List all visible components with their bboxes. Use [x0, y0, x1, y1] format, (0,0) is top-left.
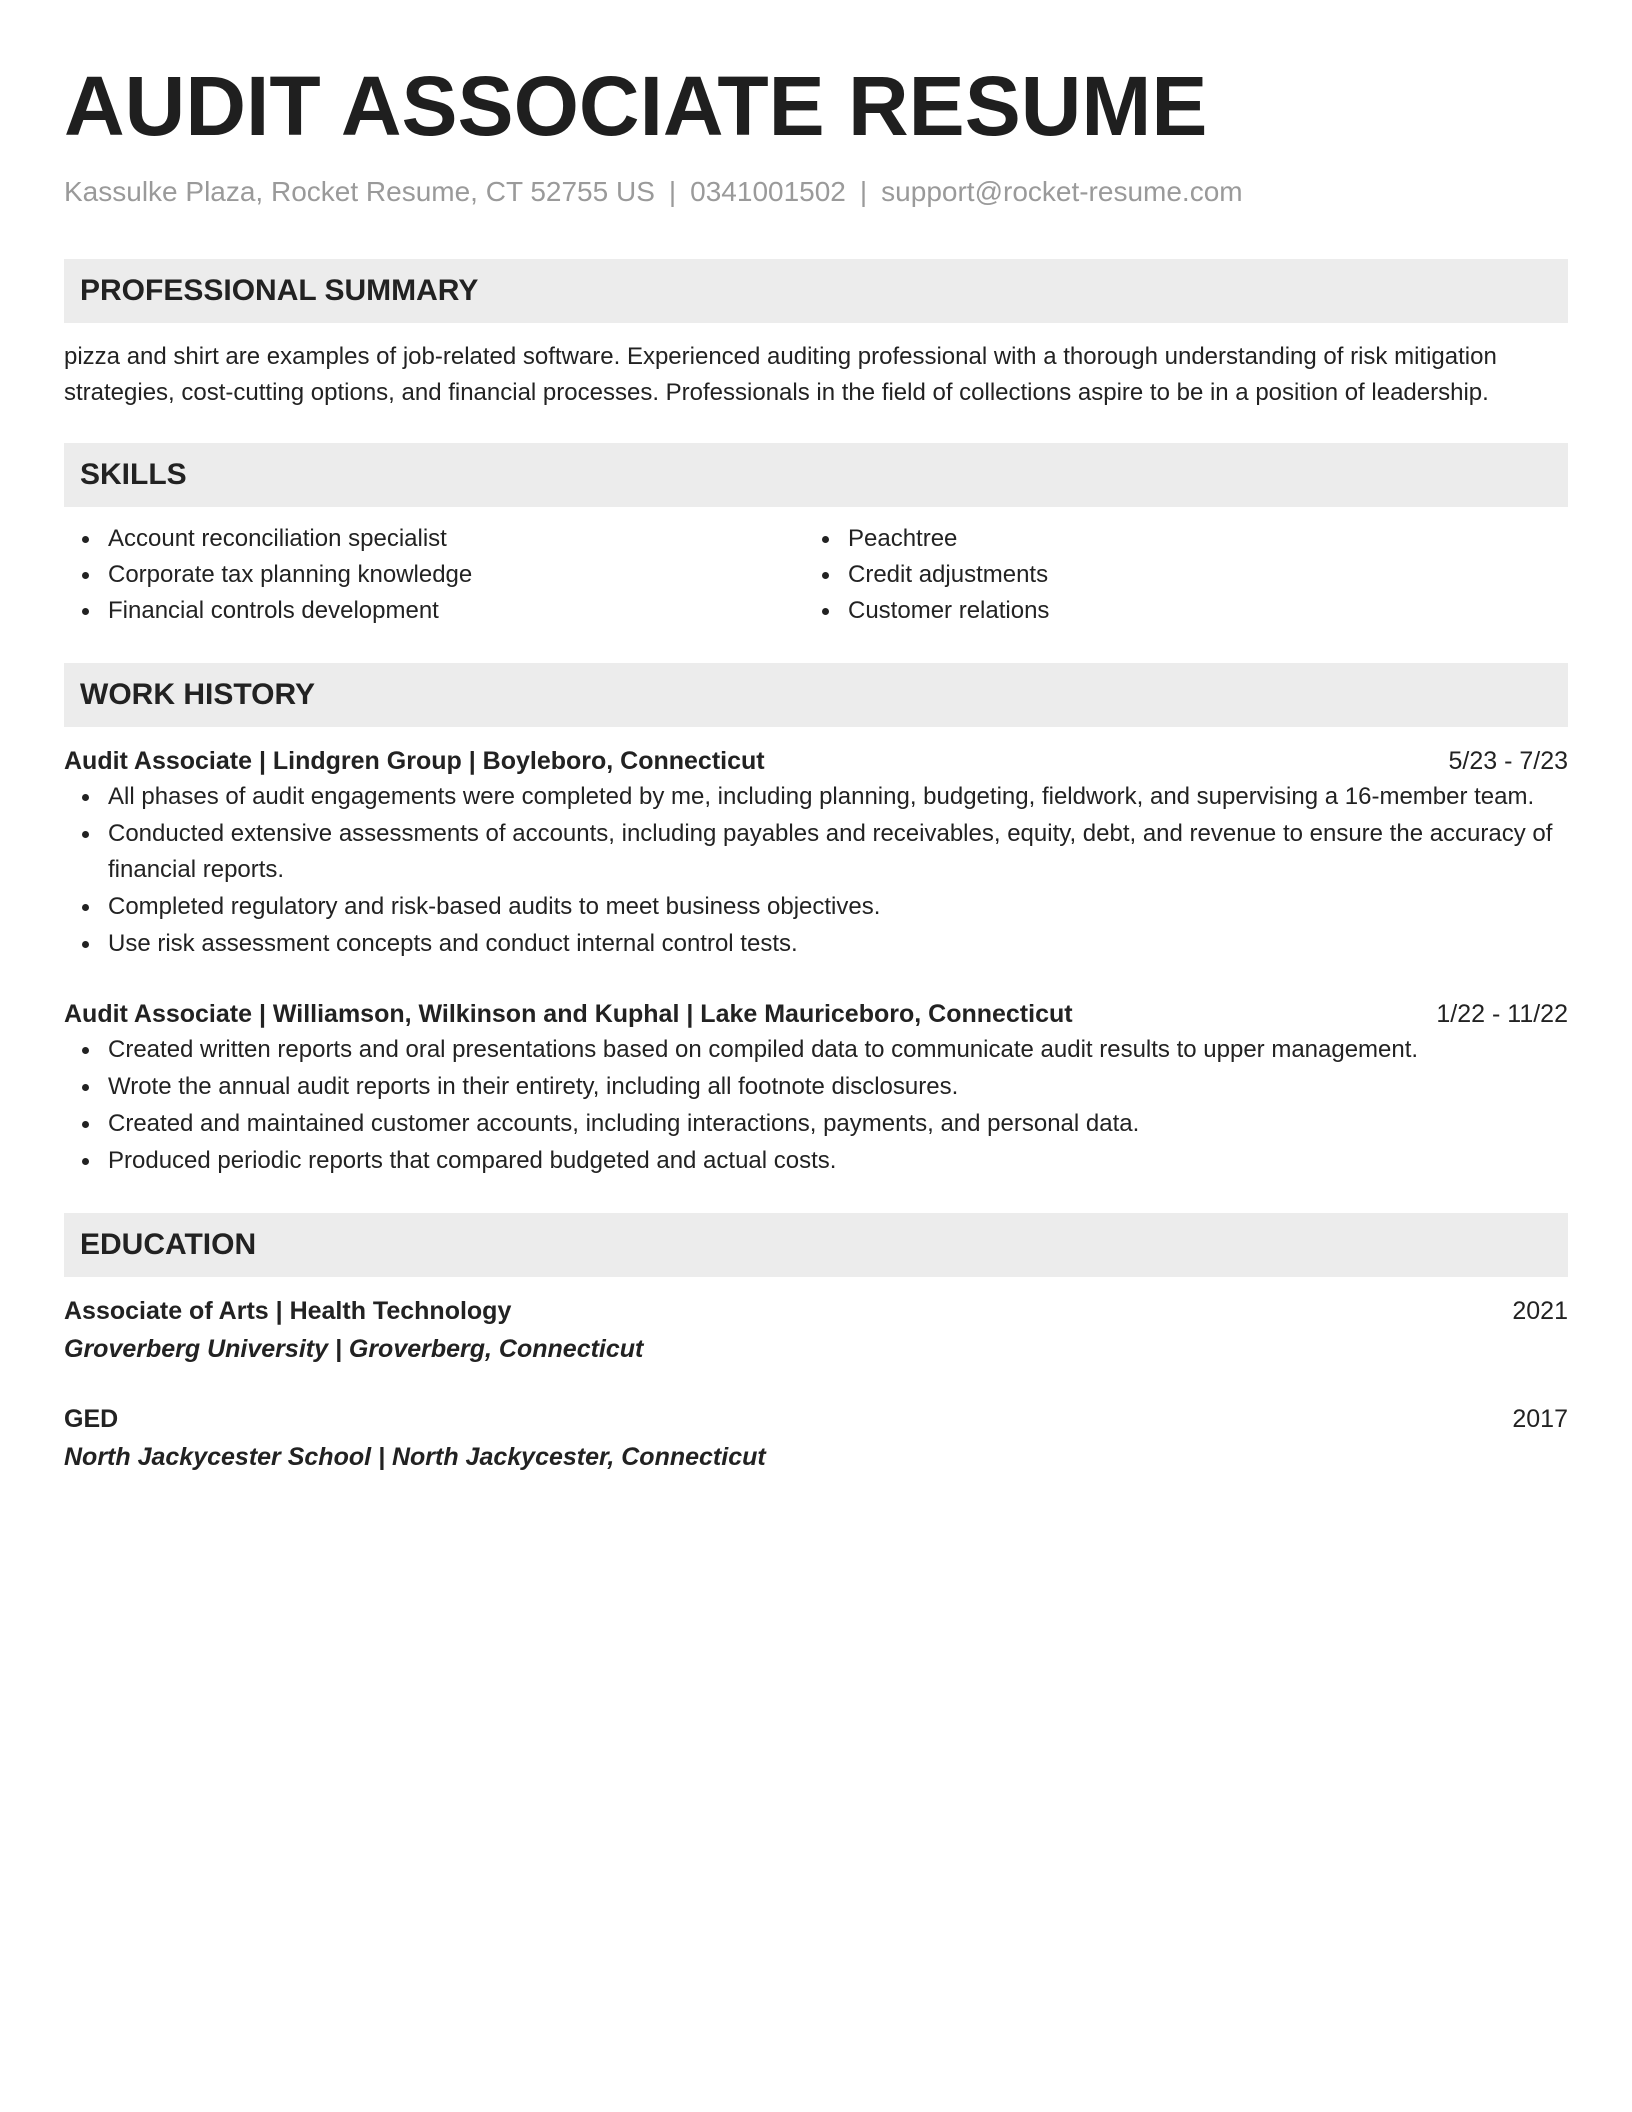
skills-column-left: [64, 521, 804, 629]
contact-separator: |: [859, 176, 868, 207]
job-title: Audit Associate | Williamson, Wilkinson and Kuphal | Lake Mauriceboro, Connecticut: [64, 1000, 1073, 1028]
skill-item: Corporate tax planning knowledge: [64, 557, 804, 593]
job-entry-header: [64, 996, 1568, 1032]
education-school: North Jackycester School | North Jackycester, Connecticut: [64, 1443, 766, 1471]
contact-line: [64, 174, 1568, 210]
summary-heading: PROFESSIONAL SUMMARY: [64, 259, 1568, 323]
skill-item: Customer relations: [804, 593, 1544, 629]
education-entry-header: [64, 1401, 1568, 1437]
skill-item: Credit adjustments: [804, 557, 1544, 593]
job-bullet-list: [64, 779, 1568, 962]
job-bullet: All phases of audit engagements were completed by me, including planning, budgeting, fieldwork, and supervising a 16-member team.: [64, 779, 1568, 815]
skills-list: [64, 521, 1568, 629]
skills-heading: SKILLS: [64, 443, 1568, 507]
education-entry: [64, 1401, 1568, 1475]
job-entry-header: [64, 743, 1568, 779]
job-bullet: Completed regulatory and risk-based audits to meet business objectives.: [64, 889, 1568, 925]
work-history-heading: WORK HISTORY: [64, 663, 1568, 727]
job-bullet-list: [64, 1032, 1568, 1179]
job-bullet: Use risk assessment concepts and conduct internal control tests.: [64, 926, 1568, 962]
skill-item: Account reconciliation specialist: [64, 521, 804, 557]
contact-phone: 0341001502: [690, 176, 846, 207]
job-dates: 5/23 - 7/23: [1448, 747, 1568, 775]
education-entry-header: [64, 1293, 1568, 1329]
skills-column-right: [804, 521, 1544, 629]
education-year: 2017: [1512, 1405, 1568, 1433]
job-bullet: Conducted extensive assessments of accounts, including payables and receivables, equity, debt, and revenue to ensure the accuracy of financial reports.: [64, 816, 1568, 888]
skill-item: Peachtree: [804, 521, 1544, 557]
job-bullet: Produced periodic reports that compared budgeted and actual costs.: [64, 1143, 1568, 1179]
education-year: 2021: [1512, 1297, 1568, 1325]
education-degree: Associate of Arts | Health Technology: [64, 1297, 512, 1325]
resume-title: AUDIT ASSOCIATE RESUME: [64, 59, 1208, 153]
job-title: Audit Associate | Lindgren Group | Boyleboro, Connecticut: [64, 747, 765, 775]
education-heading: EDUCATION: [64, 1213, 1568, 1277]
job-dates: 1/22 - 11/22: [1436, 1000, 1568, 1028]
education-school: Groverberg University | Groverberg, Connecticut: [64, 1335, 644, 1363]
summary-text: pizza and shirt are examples of job-related software. Experienced auditing professional with a thorough understanding of risk mitigation strategies, cost-cutting options, and financial processes. Professionals in the field of collections aspire to be in a position of leadership.: [64, 343, 1497, 406]
contact-email: support@rocket-resume.com: [881, 176, 1243, 207]
education-entry: [64, 1293, 1568, 1367]
job-bullet: Created and maintained customer accounts, including interactions, payments, and personal data.: [64, 1106, 1568, 1142]
contact-address: Kassulke Plaza, Rocket Resume, CT 52755 US: [64, 176, 655, 207]
job-bullet: Created written reports and oral presentations based on compiled data to communicate audit results to upper management.: [64, 1032, 1568, 1068]
education-degree: GED: [64, 1405, 119, 1433]
contact-separator: |: [668, 176, 677, 207]
skill-item: Financial controls development: [64, 593, 804, 629]
job-bullet: Wrote the annual audit reports in their entirety, including all footnote disclosures.: [64, 1069, 1568, 1105]
